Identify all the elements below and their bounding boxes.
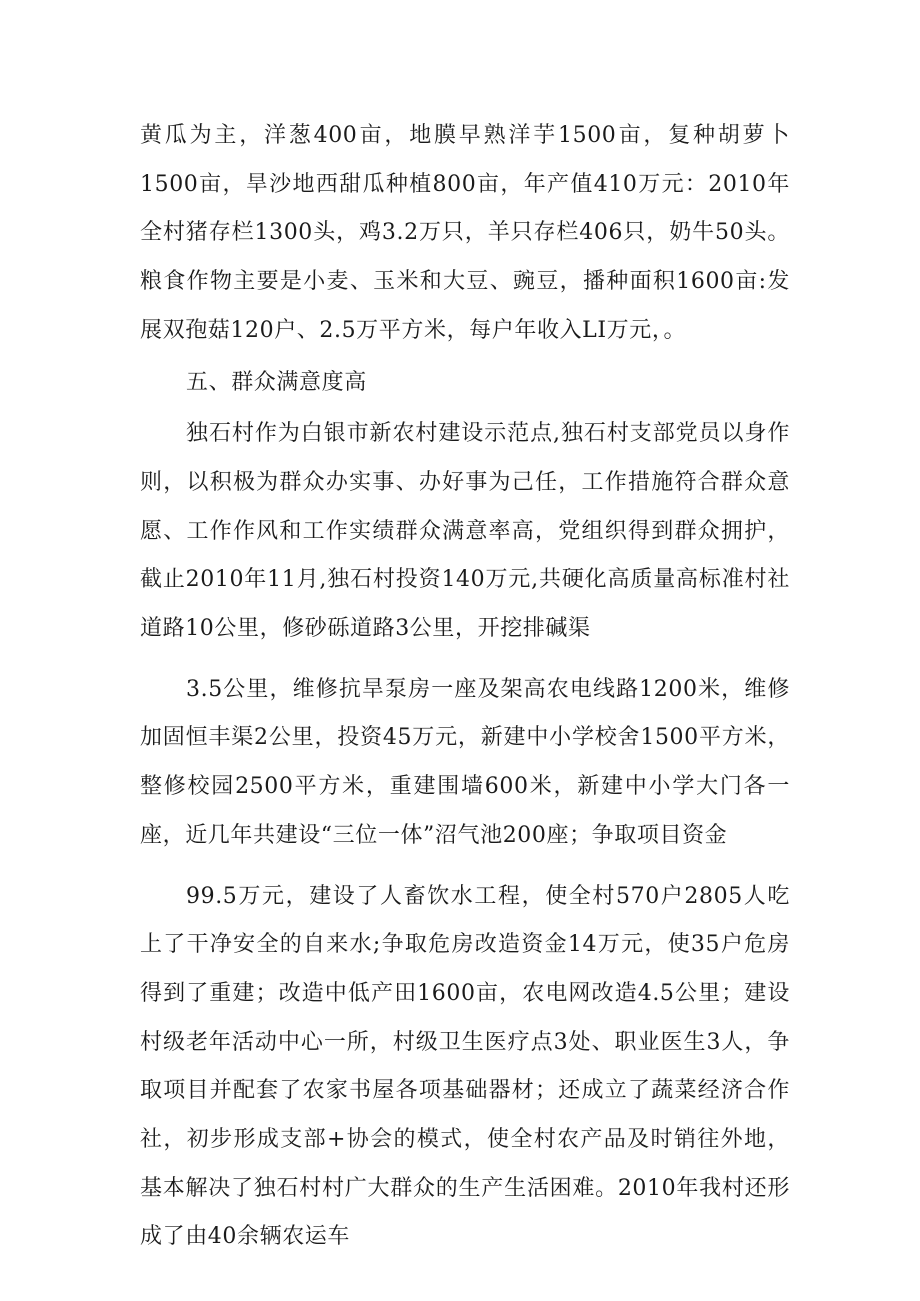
paragraph-2: 独石村作为白银市新农村建设示范点,独石村支部党员以身作则，以积极为群众办实事、办好事为己任，工作措施符合群众意愿、工作作风和工作实绩群众满意率高，党组织得到群众拥护，截止2010年11月,独石村投资140万元,共硬化高质量高标准村社道路10公里，修砂砾道路3公里，开挖排碱渠 [140,421,790,642]
document-body [140,112,790,1262]
section-heading: 五、群众满意度高 [186,369,367,395]
paragraph-1: 黄瓜为主，洋葱400亩，地膜早熟洋芋1500亩，复种胡萝卜1500亩，旱沙地西甜瓜种植800亩，年产值410万元：2010年全村猪存栏1300头，鸡3.2万只，羊只存栏406只，奶牛50头。粮食作物主要是小麦、玉米和大豆、豌豆，播种面积1600亩:发展双孢菇120户、2.5万平方米，每户年收入LI万元，。 [140,123,790,343]
paragraph-4: 99.5万元，建设了人畜饮水工程，使全村570户2805人吃上了干净安全的自来水;争取危房改造资金14万元，使35户危房得到了重建；改造中低产田1600亩，农电网改造4.5公里；建设村级老年活动中心一所，村级卫生医疗点3处、职业医生3人，争取项目并配套了农家书屋各项基础器材；还成立了蔬菜经济合作社，初步形成支部+协会的模式，使全村农产品及时销往外地，基本解决了独石村村广大群众的生产生活困难。2010年我村还形成了由40余辆农运车 [140,883,790,1250]
paragraph-3: 3.5公里，维修抗旱泵房一座及架高农电线路1200米，维修加固恒丰渠2公里，投资45万元，新建中小学校舍1500平方米，整修校园2500平方米，重建围墙600米，新建中小学大门各一座，近几年共建设“三位一体”沼气池200座；争取项目资金 [140,676,790,848]
